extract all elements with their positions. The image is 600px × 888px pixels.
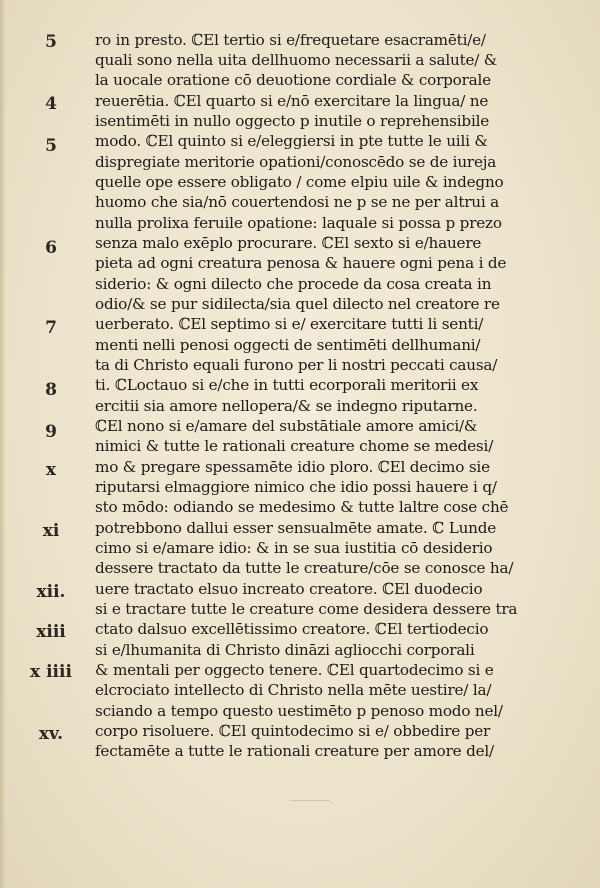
- text-line: huomo che sia/nō couertendosi ne p se ne per altrui a: [95, 193, 500, 211]
- text-line: nulla prolixa feruile opatione: laquale si possa p prezo: [95, 214, 502, 232]
- text-line: quelle ope essere obligato / come elpiu uile & indegno: [95, 173, 504, 191]
- margin-number: 5: [45, 136, 57, 156]
- text-line: riputarsi elmaggiore nimico che idio possi hauere i q/: [95, 478, 497, 496]
- text-line: & mentali per oggecto tenere. ℂEl quartodecimo si e: [95, 661, 494, 679]
- margin-number: xiii: [36, 622, 66, 642]
- text-line: ti. ℂLoctauo si e/che in tutti ecorporali meritorii ex: [95, 376, 479, 394]
- text-line: quali sono nella uita dellhuomo necessarii a salute/ &: [95, 51, 498, 69]
- margin-number: 7: [45, 318, 57, 338]
- text-line: sto mōdo: odiando se medesimo & tutte laltre cose chē: [95, 498, 509, 516]
- margin-number: xii.: [36, 582, 66, 602]
- text-line: siderio: & ogni dilecto che procede da cosa creata in: [95, 275, 492, 293]
- text-line: pieta ad ogni creatura penosa & hauere ogni pena i de: [95, 254, 507, 272]
- text-line: ercitii sia amore nellopera/& se indegno riputarne.: [95, 397, 478, 415]
- margin-number: 9: [45, 422, 57, 442]
- text-line: ℂEl nono si e/amare del substātiale amore amici/&: [95, 417, 478, 435]
- text-line: odio/& se pur sidilecta/sia quel dilecto nel creatore re: [95, 295, 500, 313]
- text-line: dispregiate meritorie opationi/conoscēdo se de iureja: [95, 153, 497, 171]
- text-line: si e/lhumanita di Christo dināzi agliocchi corporali: [95, 641, 475, 659]
- margin-number: 4: [45, 94, 57, 114]
- margin-number: 8: [45, 380, 57, 400]
- text-line: ro in presto. ℂEl tertio si e/frequetare esacramēti/e/: [95, 31, 486, 49]
- margin-number: 5: [45, 32, 57, 52]
- text-line: ctato dalsuo excellētissimo creatore. ℂEl tertiodecio: [95, 620, 489, 638]
- text-line: uere tractato elsuo increato creatore. ℂEl duodecio: [95, 580, 483, 598]
- margin-number: xv.: [38, 724, 64, 744]
- text-line: reuerētia. ℂEl quarto si e/nō exercitare la lingua/ ne: [95, 92, 489, 110]
- text-line: menti nelli penosi oggecti de sentimēti dellhumani/: [95, 336, 481, 354]
- text-line: si e tractare tutte le creature come desidera dessere tra: [95, 600, 518, 618]
- text-line: mo & pregare spessamēte idio ploro. ℂEl decimo sie: [95, 458, 490, 476]
- margin-number: 6: [45, 238, 57, 258]
- text-line: corpo risoluere. ℂEl quintodecimo si e/ obbedire per: [95, 722, 491, 740]
- text-line: potrebbono dallui esser sensualmēte amate. ℂ Lunde: [95, 519, 497, 537]
- text-line: uerberato. ℂEl septimo si e/ exercitare tutti li senti/: [95, 315, 484, 333]
- text-line: la uocale oratione cō deuotione cordiale & corporale: [95, 71, 491, 89]
- margin-number: x: [45, 460, 57, 480]
- margin-number: xi: [42, 521, 60, 541]
- text-line: isentimēti in nullo oggecto p inutile o reprehensibile: [95, 112, 490, 130]
- text-line: dessere tractato da tutte le creature/cōe se conosce ha/: [95, 559, 514, 577]
- text-line: sciando a tempo questo uestimēto p penoso modo nel/: [95, 702, 503, 720]
- text-line: modo. ℂEl quinto si e/eleggiersi in pte tutte le uili &: [95, 132, 488, 150]
- margin-number: x iiii: [30, 662, 72, 682]
- text-line: nimici & tutte le rationali creature chome se medesi/: [95, 437, 494, 455]
- paper-crease: [290, 800, 330, 805]
- text-line: senza malo exēplo procurare. ℂEl sexto si e/hauere: [95, 234, 482, 252]
- text-line: cimo si e/amare idio: & in se sua iustitia cō desiderio: [95, 539, 493, 557]
- text-line: elcrociato intellecto di Christo nella mēte uestire/ la/: [95, 681, 492, 699]
- text-line: fectamēte a tutte le rationali creature per amore del/: [95, 742, 494, 760]
- text-line: ta di Christo equali furono per li nostri peccati causa/: [95, 356, 498, 374]
